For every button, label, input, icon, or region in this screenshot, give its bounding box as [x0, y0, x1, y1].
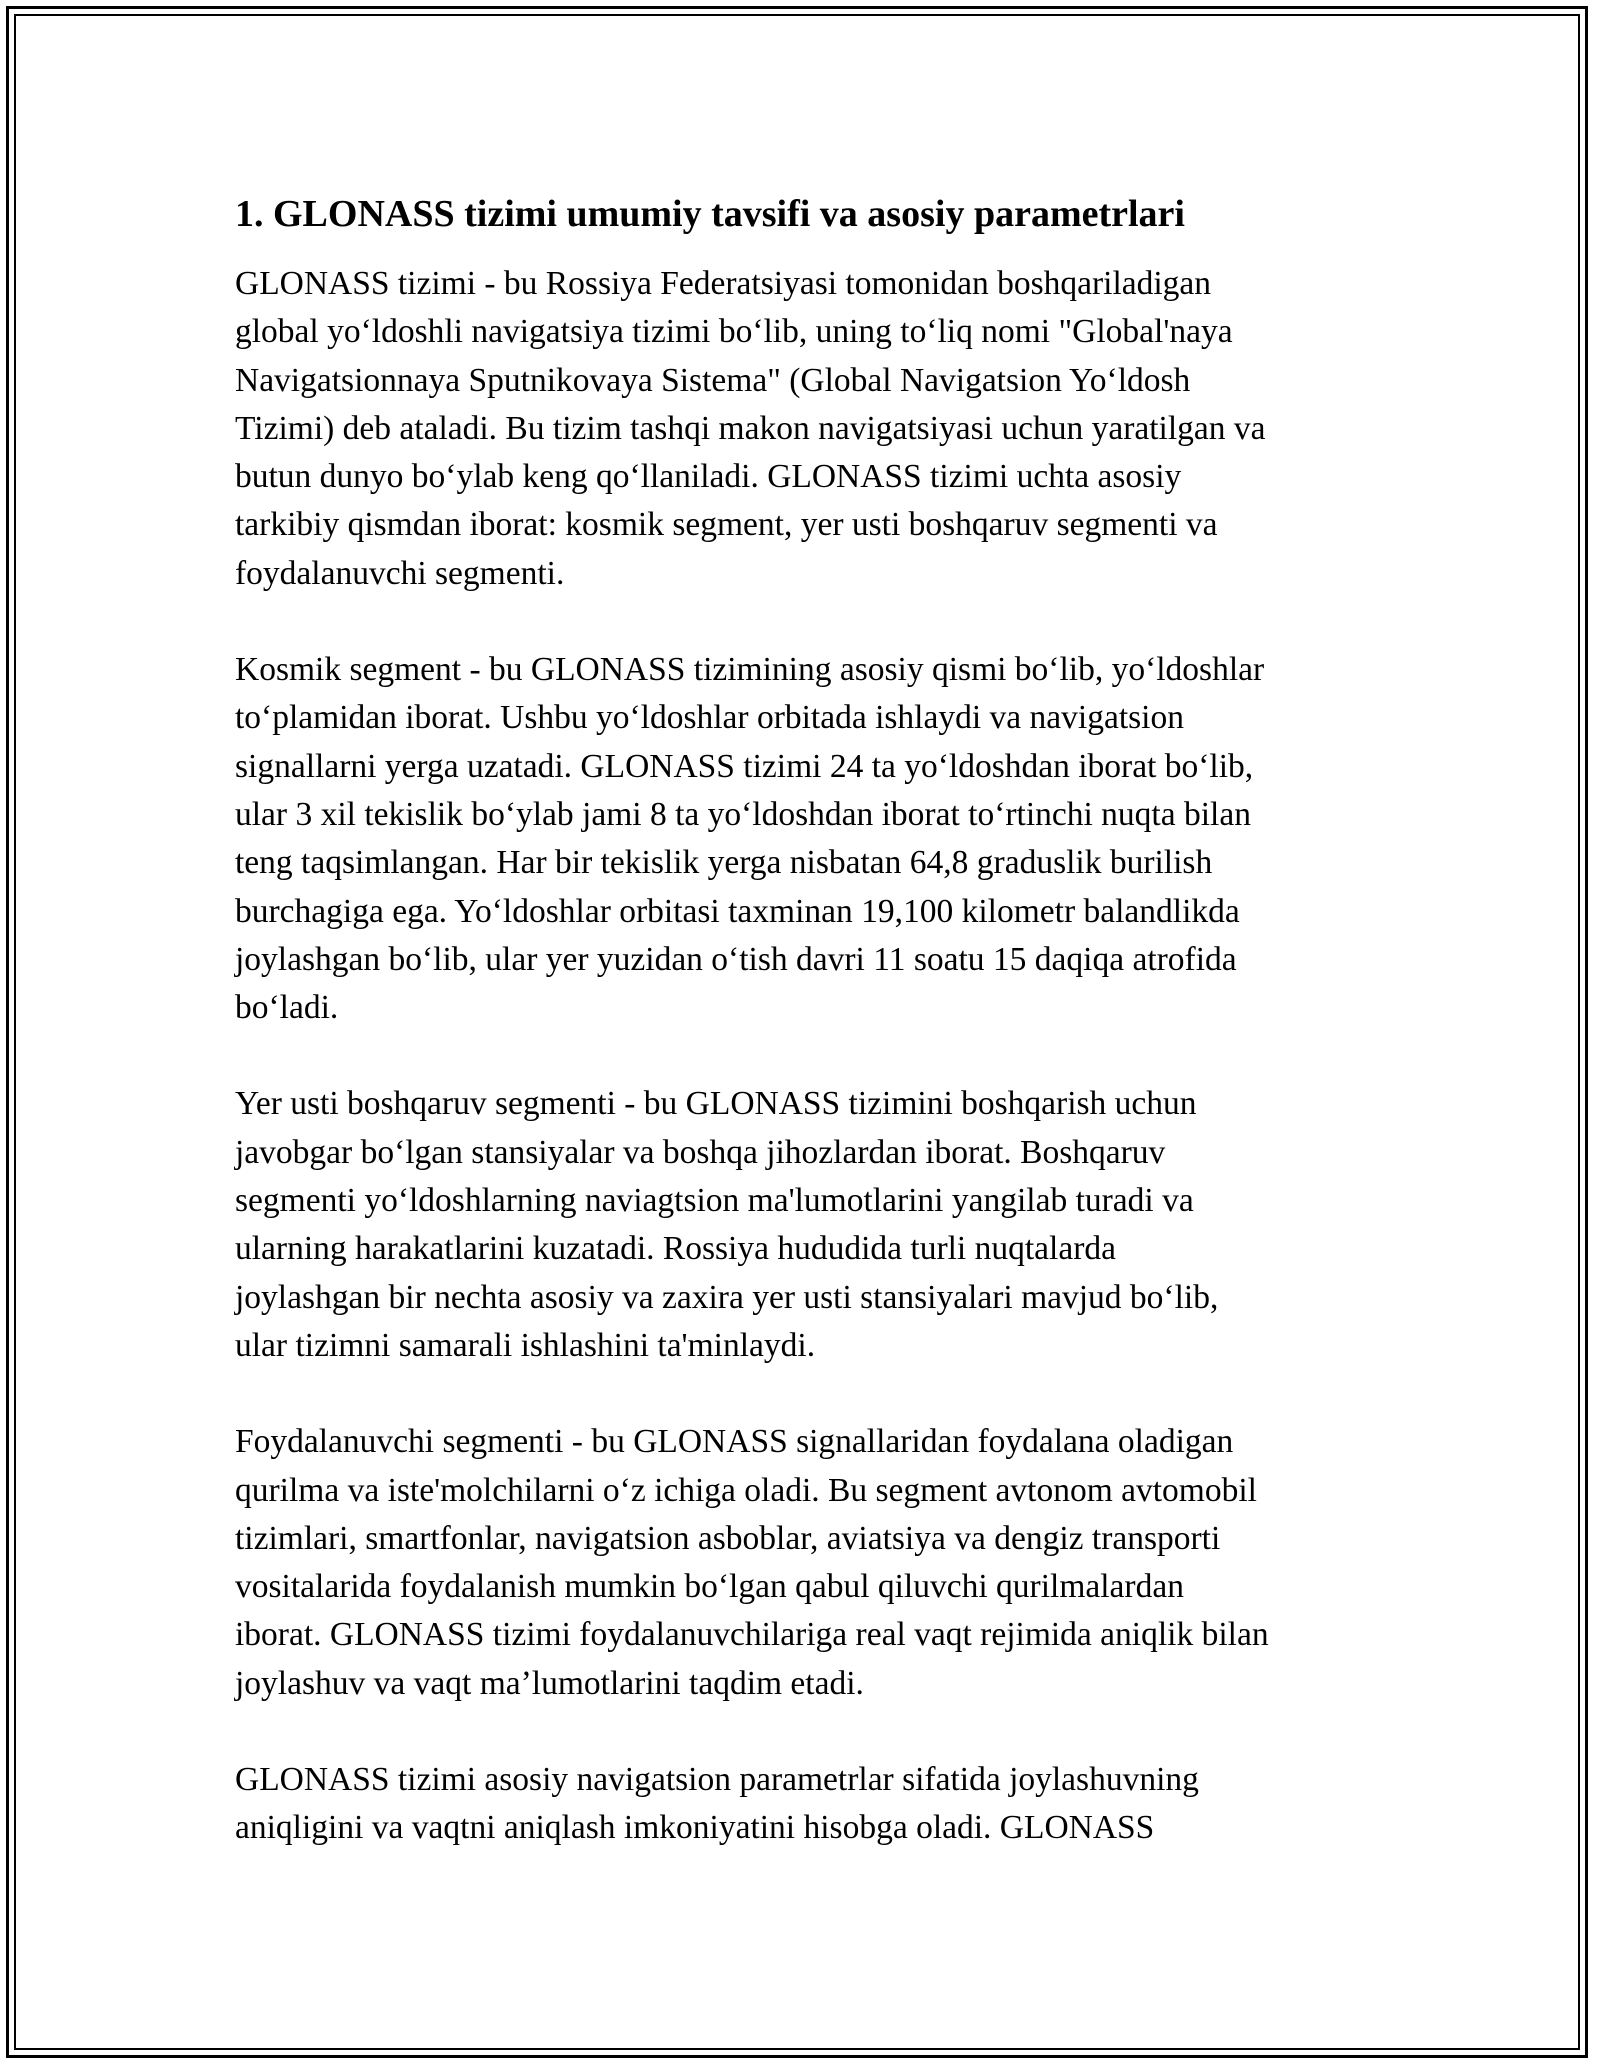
text-line: javobgar boʻlgan stansiyalar va boshqa jihozlardan iborat. Boshqaruv [235, 1133, 1166, 1171]
paragraph-parameters [235, 1756, 1385, 1853]
text-line: qurilma va iste'molchilarni oʻz ichiga oladi. Bu segment avtonom avtomobil [235, 1471, 1257, 1509]
text-line: joylashgan boʻlib, ular yer yuzidan oʻtish davri 11 soatu 15 daqiqa atrofida [235, 940, 1237, 978]
text-line: tizimlari, smartfonlar, navigatsion asboblar, aviatsiya va dengiz transporti [235, 1519, 1221, 1557]
text-line: signallarni yerga uzatadi. GLONASS tizimi 24 ta yoʻldoshdan iborat boʻlib, [235, 747, 1254, 785]
text-line: ularning harakatlarini kuzatadi. Rossiya hududida turli nuqtalarda [235, 1230, 1116, 1268]
text-line: vositalarida foydalanish mumkin boʻlgan qabul qiluvchi qurilmalardan [235, 1568, 1184, 1606]
text-line: joylashuv va vaqt maʼlumotlarini taqdim etadi. [235, 1664, 864, 1702]
text-line: GLONASS tizimi asosiy navigatsion parametrlar sifatida joylashuvning [235, 1761, 1199, 1799]
paragraph-intro [235, 260, 1385, 598]
text-line: ular 3 xil tekislik boʻylab jami 8 ta yoʻldoshdan iborat toʻrtinchi nuqta bilan [235, 795, 1251, 833]
text-line: joylashgan bir nechta asosiy va zaxira yer usti stansiyalari mavjud boʻlib, [235, 1278, 1219, 1316]
text-line: boʻladi. [235, 989, 339, 1027]
paragraph-space-segment [235, 646, 1385, 1032]
text-line: burchagiga ega. Yoʻldoshlar orbitasi taxminan 19,100 kilometr balandlikda [235, 892, 1240, 930]
text-line: Kosmik segment - bu GLONASS tizimining asosiy qismi boʻlib, yoʻldoshlar [235, 651, 1265, 689]
text-line: Navigatsionnaya Sputnikovaya Sistema" (Global Navigatsion Yoʻldosh [235, 361, 1191, 399]
document-body [235, 188, 1385, 1901]
paragraph-ground-segment [235, 1080, 1385, 1370]
text-line: foydalanuvchi segmenti. [235, 554, 565, 592]
text-line: teng taqsimlangan. Har bir tekislik yerga nisbatan 64,8 graduslik burilish [235, 844, 1213, 882]
text-line: GLONASS tizimi - bu Rossiya Federatsiyasi tomonidan boshqariladigan [235, 265, 1212, 302]
text-line: iborat. GLONASS tizimi foydalanuvchilariga real vaqt rejimida aniqlik bilan [235, 1616, 1269, 1654]
paragraph-user-segment [235, 1418, 1385, 1708]
text-line: global yoʻldoshli navigatsiya tizimi boʻlib, uning toʻliq nomi "Global'naya [235, 313, 1233, 351]
page-title: 1. GLONASS tizimi umumiy tavsifi va asosiy parametrlari [235, 193, 1185, 235]
text-line: Foydalanuvchi segmenti - bu GLONASS signallaridan foydalana oladigan [235, 1423, 1234, 1461]
text-line: Tizimi) deb ataladi. Bu tizim tashqi makon navigatsiyasi uchun yaratilgan va [235, 409, 1266, 447]
text-line: Yer usti boshqaruv segmenti - bu GLONASS tizimini boshqarish uchun [235, 1085, 1197, 1123]
text-line: toʻplamidan iborat. Ushbu yoʻldoshlar orbitada ishlaydi va navigatsion [235, 699, 1184, 737]
text-line: aniqligini va vaqtni aniqlash imkoniyatini hisobga oladi. GLONASS [235, 1809, 1155, 1847]
text-line: segmenti yoʻldoshlarning naviagtsion ma'lumotlarini yangilab turadi va [235, 1182, 1194, 1220]
text-line: butun dunyo boʻylab keng qoʻllaniladi. GLONASS tizimi uchta asosiy [235, 458, 1182, 496]
text-line: tarkibiy qismdan iborat: kosmik segment, yer usti boshqaruv segmenti va [235, 506, 1218, 544]
text-line: ular tizimni samarali ishlashini ta'minlaydi. [235, 1326, 816, 1364]
